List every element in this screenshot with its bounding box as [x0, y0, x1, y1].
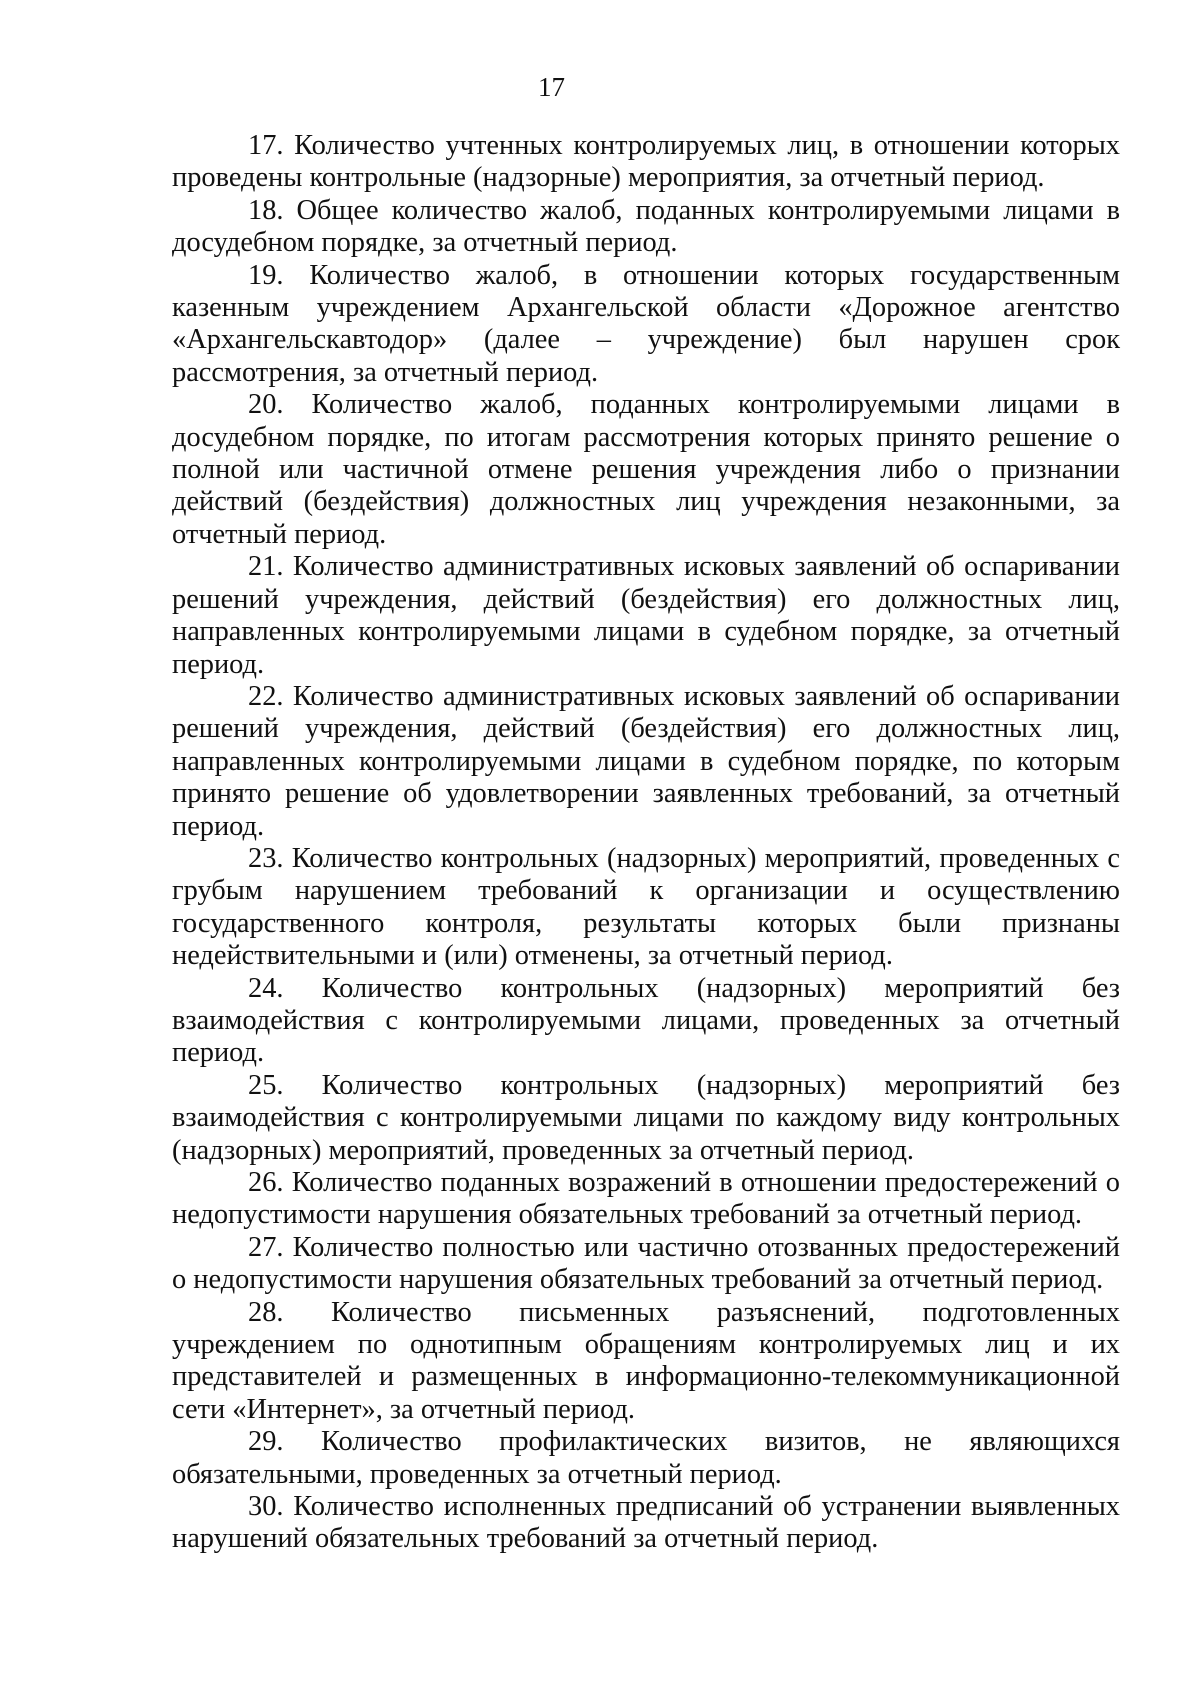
- paragraph-item-27: 27. Количество полностью или частично отозванных предостережений о недопустимости нарушения обязательных требований за отчетный период.: [172, 1231, 1120, 1296]
- paragraph-item-19: 19. Количество жалоб, в отношении которых государственным казенным учреждением Архангельской области «Дорожное агентство «Архангельскавтодор» (далее – учреждение) был нарушен срок рассмотрения, за отчетный период.: [172, 259, 1120, 388]
- paragraph-item-25: 25. Количество контрольных (надзорных) мероприятий без взаимодействия с контролируемыми лицами по каждому виду контрольных (надзорных) мероприятий, проведенных за отчетный период.: [172, 1069, 1120, 1166]
- paragraph-item-28: 28. Количество письменных разъяснений, подготовленных учреждением по однотипным обращениям контролируемых лиц и их представителей и размещенных в информационно-телекоммуникационной сети «Интернет», за отчетный период.: [172, 1296, 1120, 1425]
- paragraph-item-21: 21. Количество административных исковых заявлений об оспаривании решений учреждения, действий (бездействия) его должностных лиц, направленных контролируемыми лицами в судебном порядке, за отчетный период.: [172, 551, 1120, 680]
- paragraph-item-24: 24. Количество контрольных (надзорных) мероприятий без взаимодействия с контролируемыми лицами, проведенных за отчетный период.: [172, 972, 1120, 1069]
- paragraph-item-18: 18. Общее количество жалоб, поданных контролируемыми лицами в досудебном порядке, за отчетный период.: [172, 194, 1120, 259]
- paragraph-item-22: 22. Количество административных исковых заявлений об оспаривании решений учреждения, действий (бездействия) его должностных лиц, направленных контролируемыми лицами в судебном порядке, по которым принято решение об удовлетворении заявленных требований, за отчетный период.: [172, 680, 1120, 842]
- document-body: [172, 130, 1120, 1556]
- paragraph-item-17: 17. Количество учтенных контролируемых лиц, в отношении которых проведены контрольные (надзорные) мероприятия, за отчетный период.: [172, 130, 1120, 194]
- paragraph-item-26: 26. Количество поданных возражений в отношении предостережений о недопустимости нарушения обязательных требований за отчетный период.: [172, 1167, 1120, 1231]
- paragraph-item-23: 23. Количество контрольных (надзорных) мероприятий, проведенных с грубым нарушением требований к организации и осуществлению государственного контроля, результаты которых были признаны недействительными и (или) отменены, за отчетный период.: [172, 842, 1120, 972]
- paragraph-item-30: 30. Количество исполненных предписаний об устранении выявленных нарушений обязательных требований за отчетный период.: [172, 1491, 1120, 1555]
- page-number: 17: [538, 72, 565, 102]
- paragraph-item-20: 20. Количество жалоб, поданных контролируемыми лицами в досудебном порядке, по итогам рассмотрения которых принято решение о полной или частичной отмене решения учреждения либо о признании действий (бездействия) должностных лиц учреждения незаконными, за отчетный период.: [172, 389, 1120, 550]
- paragraph-item-29: 29. Количество профилактических визитов, не являющихся обязательными, проведенных за отчетный период.: [172, 1426, 1120, 1490]
